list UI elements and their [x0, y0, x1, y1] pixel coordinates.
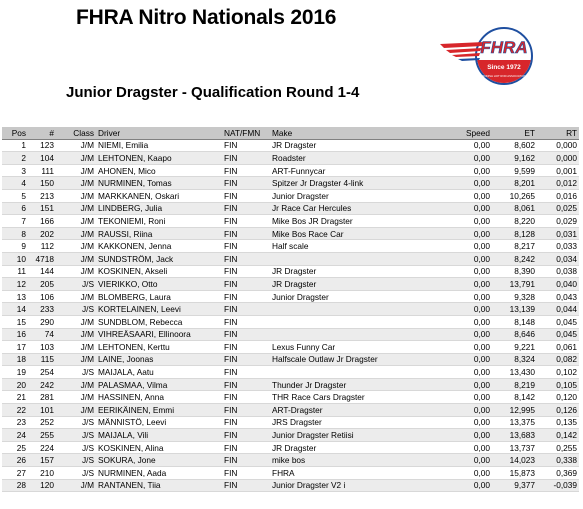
cell-number: 254: [28, 366, 56, 379]
cell-speed: 0,00: [456, 366, 492, 379]
cell-et: 15,873: [492, 467, 537, 480]
cell-rt: 0,040: [537, 278, 579, 291]
cell-driver: AHONEN, Mico: [96, 164, 222, 177]
cell-driver: RAUSSI, Riina: [96, 227, 222, 240]
cell-rt: -0,039: [537, 479, 579, 492]
col-speed: Speed: [456, 127, 492, 139]
col-class: Class: [56, 127, 96, 139]
table-row: [2, 252, 579, 265]
table-row: [2, 454, 579, 467]
cell-pos: 12: [2, 278, 28, 291]
cell-make: JR Dragster: [270, 441, 456, 454]
cell-make: ART-Funnycar: [270, 164, 456, 177]
table-row: [2, 152, 579, 165]
table-row: [2, 378, 579, 391]
cell-speed: 0,00: [456, 378, 492, 391]
cell-pos: 13: [2, 290, 28, 303]
cell-class: J/M: [56, 378, 96, 391]
cell-class: J/M: [56, 189, 96, 202]
cell-et: 8,142: [492, 391, 537, 404]
cell-class: J/M: [56, 479, 96, 492]
table-row: [2, 467, 579, 480]
cell-driver: KAKKONEN, Jenna: [96, 240, 222, 253]
table-row: [2, 315, 579, 328]
cell-number: 242: [28, 378, 56, 391]
cell-et: 8,061: [492, 202, 537, 215]
cell-number: 290: [28, 315, 56, 328]
col-nat: NAT/FMN: [222, 127, 270, 139]
cell-pos: 17: [2, 341, 28, 354]
cell-speed: 0,00: [456, 177, 492, 190]
cell-speed: 0,00: [456, 467, 492, 480]
cell-speed: 0,00: [456, 416, 492, 429]
cell-class: J/S: [56, 303, 96, 316]
cell-nat: FIN: [222, 341, 270, 354]
cell-speed: 0,00: [456, 227, 492, 240]
cell-nat: FIN: [222, 278, 270, 291]
cell-nat: FIN: [222, 189, 270, 202]
cell-speed: 0,00: [456, 252, 492, 265]
cell-nat: FIN: [222, 353, 270, 366]
cell-pos: 8: [2, 227, 28, 240]
cell-nat: FIN: [222, 429, 270, 442]
cell-driver: SOKURA, Jone: [96, 454, 222, 467]
cell-number: 120: [28, 479, 56, 492]
cell-number: 281: [28, 391, 56, 404]
cell-pos: 26: [2, 454, 28, 467]
cell-class: J/M: [56, 139, 96, 152]
cell-rt: 0,045: [537, 328, 579, 341]
cell-driver: NURMINEN, Aada: [96, 467, 222, 480]
col-number: #: [28, 127, 56, 139]
cell-driver: LEHTONEN, Kerttu: [96, 341, 222, 354]
cell-number: 157: [28, 454, 56, 467]
cell-driver: SUNDSTRÖM, Jack: [96, 252, 222, 265]
cell-nat: FIN: [222, 404, 270, 417]
header-row: [2, 127, 579, 139]
cell-class: J/S: [56, 441, 96, 454]
cell-speed: 0,00: [456, 278, 492, 291]
table-row: [2, 441, 579, 454]
cell-class: J/M: [56, 315, 96, 328]
cell-number: 4718: [28, 252, 56, 265]
cell-rt: 0,031: [537, 227, 579, 240]
cell-speed: 0,00: [456, 265, 492, 278]
cell-pos: 9: [2, 240, 28, 253]
cell-driver: PALASMAA, Vilma: [96, 378, 222, 391]
cell-driver: TEKONIEMI, Roni: [96, 215, 222, 228]
cell-speed: 0,00: [456, 479, 492, 492]
cell-rt: 0,012: [537, 177, 579, 190]
cell-nat: FIN: [222, 328, 270, 341]
cell-pos: 2: [2, 152, 28, 165]
cell-number: 151: [28, 202, 56, 215]
results-table: [2, 127, 579, 492]
cell-number: 106: [28, 290, 56, 303]
col-et: ET: [492, 127, 537, 139]
table-row: [2, 189, 579, 202]
cell-nat: FIN: [222, 227, 270, 240]
cell-rt: 0,120: [537, 391, 579, 404]
cell-class: J/M: [56, 353, 96, 366]
cell-make: FHRA: [270, 467, 456, 480]
fhra-logo: [438, 20, 548, 86]
cell-rt: 0,029: [537, 215, 579, 228]
cell-speed: 0,00: [456, 429, 492, 442]
cell-rt: 0,105: [537, 378, 579, 391]
cell-class: J/S: [56, 467, 96, 480]
cell-pos: 20: [2, 378, 28, 391]
table-row: [2, 240, 579, 253]
cell-nat: FIN: [222, 265, 270, 278]
table-row: [2, 391, 579, 404]
col-make: Make: [270, 127, 456, 139]
logo-since: Since 1972: [487, 64, 521, 71]
cell-speed: 0,00: [456, 328, 492, 341]
table-row: [2, 328, 579, 341]
cell-et: 9,328: [492, 290, 537, 303]
cell-pos: 15: [2, 315, 28, 328]
cell-et: 8,602: [492, 139, 537, 152]
page-title: FHRA Nitro Nationals 2016: [76, 6, 337, 29]
cell-driver: RANTANEN, Tiia: [96, 479, 222, 492]
cell-make: Half scale: [270, 240, 456, 253]
cell-nat: FIN: [222, 240, 270, 253]
cell-nat: FIN: [222, 479, 270, 492]
results-body: [2, 139, 579, 492]
cell-number: 224: [28, 441, 56, 454]
cell-rt: 0,034: [537, 252, 579, 265]
cell-number: 213: [28, 189, 56, 202]
cell-nat: FIN: [222, 441, 270, 454]
cell-nat: FIN: [222, 290, 270, 303]
cell-number: 74: [28, 328, 56, 341]
cell-make: Mike Bos Race Car: [270, 227, 456, 240]
table-row: [2, 227, 579, 240]
cell-et: 13,737: [492, 441, 537, 454]
cell-class: J/M: [56, 252, 96, 265]
cell-make: JR Dragster: [270, 139, 456, 152]
cell-speed: 0,00: [456, 290, 492, 303]
cell-make: Halfscale Outlaw Jr Dragster: [270, 353, 456, 366]
cell-nat: FIN: [222, 139, 270, 152]
cell-rt: 0,016: [537, 189, 579, 202]
cell-rt: 0,000: [537, 152, 579, 165]
cell-et: 9,599: [492, 164, 537, 177]
cell-speed: 0,00: [456, 202, 492, 215]
cell-speed: 0,00: [456, 441, 492, 454]
cell-make: Thunder Jr Dragster: [270, 378, 456, 391]
cell-make: [270, 303, 456, 316]
cell-rt: 0,061: [537, 341, 579, 354]
table-row: [2, 416, 579, 429]
cell-driver: MAIJALA, Aatu: [96, 366, 222, 379]
cell-pos: 3: [2, 164, 28, 177]
cell-class: J/M: [56, 341, 96, 354]
cell-driver: LINDBERG, Julia: [96, 202, 222, 215]
cell-number: 104: [28, 152, 56, 165]
cell-speed: 0,00: [456, 315, 492, 328]
cell-driver: NIEMI, Emilia: [96, 139, 222, 152]
cell-class: J/S: [56, 454, 96, 467]
cell-make: Jr Race Car Hercules: [270, 202, 456, 215]
cell-number: 144: [28, 265, 56, 278]
col-pos: Pos: [2, 127, 28, 139]
cell-class: J/M: [56, 404, 96, 417]
cell-pos: 28: [2, 479, 28, 492]
cell-rt: 0,369: [537, 467, 579, 480]
cell-nat: FIN: [222, 215, 270, 228]
cell-et: 10,265: [492, 189, 537, 202]
cell-nat: FIN: [222, 454, 270, 467]
cell-nat: FIN: [222, 391, 270, 404]
cell-number: 202: [28, 227, 56, 240]
cell-pos: 4: [2, 177, 28, 190]
cell-class: J/M: [56, 391, 96, 404]
page-subtitle: Junior Dragster - Qualification Round 1-4: [66, 84, 360, 101]
col-rt: RT: [537, 127, 579, 139]
table-row: [2, 139, 579, 152]
cell-number: 101: [28, 404, 56, 417]
cell-driver: LEHTONEN, Kaapo: [96, 152, 222, 165]
cell-nat: FIN: [222, 467, 270, 480]
cell-rt: 0,001: [537, 164, 579, 177]
cell-nat: FIN: [222, 177, 270, 190]
cell-make: [270, 315, 456, 328]
cell-make: JRS Dragster: [270, 416, 456, 429]
cell-make: [270, 366, 456, 379]
cell-class: J/M: [56, 240, 96, 253]
cell-driver: MAIJALA, Vili: [96, 429, 222, 442]
cell-number: 123: [28, 139, 56, 152]
cell-nat: FIN: [222, 202, 270, 215]
cell-number: 112: [28, 240, 56, 253]
cell-nat: FIN: [222, 416, 270, 429]
cell-make: [270, 252, 456, 265]
cell-et: 9,221: [492, 341, 537, 354]
cell-speed: 0,00: [456, 215, 492, 228]
cell-pos: 22: [2, 404, 28, 417]
cell-et: 9,377: [492, 479, 537, 492]
cell-make: ART-Dragster: [270, 404, 456, 417]
table-row: [2, 177, 579, 190]
cell-et: 8,220: [492, 215, 537, 228]
cell-rt: 0,025: [537, 202, 579, 215]
cell-et: 8,217: [492, 240, 537, 253]
cell-pos: 10: [2, 252, 28, 265]
cell-speed: 0,00: [456, 240, 492, 253]
cell-rt: 0,338: [537, 454, 579, 467]
cell-class: J/M: [56, 227, 96, 240]
cell-class: J/S: [56, 429, 96, 442]
cell-et: 9,162: [492, 152, 537, 165]
cell-class: J/M: [56, 290, 96, 303]
cell-driver: VIHREÄSAARI, Ellinoora: [96, 328, 222, 341]
cell-driver: VIERIKKO, Otto: [96, 278, 222, 291]
cell-make: Junior Dragster: [270, 189, 456, 202]
cell-number: 103: [28, 341, 56, 354]
cell-make: Spitzer Jr Dragster 4-link: [270, 177, 456, 190]
cell-driver: BLOMBERG, Laura: [96, 290, 222, 303]
cell-speed: 0,00: [456, 139, 492, 152]
table-row: [2, 366, 579, 379]
table-row: [2, 479, 579, 492]
cell-pos: 1: [2, 139, 28, 152]
table-row: [2, 164, 579, 177]
cell-speed: 0,00: [456, 353, 492, 366]
cell-number: 210: [28, 467, 56, 480]
cell-class: J/M: [56, 265, 96, 278]
cell-et: 8,219: [492, 378, 537, 391]
cell-speed: 0,00: [456, 454, 492, 467]
table-row: [2, 303, 579, 316]
cell-number: 233: [28, 303, 56, 316]
cell-rt: 0,102: [537, 366, 579, 379]
cell-number: 252: [28, 416, 56, 429]
cell-speed: 0,00: [456, 404, 492, 417]
cell-rt: 0,045: [537, 315, 579, 328]
cell-speed: 0,00: [456, 303, 492, 316]
cell-driver: MARKKANEN, Oskari: [96, 189, 222, 202]
cell-rt: 0,135: [537, 416, 579, 429]
cell-et: 8,390: [492, 265, 537, 278]
cell-number: 150: [28, 177, 56, 190]
cell-class: J/S: [56, 366, 96, 379]
cell-pos: 7: [2, 215, 28, 228]
table-row: [2, 404, 579, 417]
cell-nat: FIN: [222, 303, 270, 316]
cell-driver: KOSKINEN, Akseli: [96, 265, 222, 278]
cell-pos: 25: [2, 441, 28, 454]
cell-driver: SUNDBLOM, Rebecca: [96, 315, 222, 328]
cell-rt: 0,142: [537, 429, 579, 442]
cell-nat: FIN: [222, 152, 270, 165]
cell-pos: 16: [2, 328, 28, 341]
cell-rt: 0,044: [537, 303, 579, 316]
cell-make: mike bos: [270, 454, 456, 467]
cell-rt: 0,033: [537, 240, 579, 253]
cell-et: 13,139: [492, 303, 537, 316]
cell-driver: LAINE, Joonas: [96, 353, 222, 366]
cell-make: Roadster: [270, 152, 456, 165]
cell-number: 115: [28, 353, 56, 366]
cell-rt: 0,043: [537, 290, 579, 303]
cell-rt: 0,000: [537, 139, 579, 152]
cell-make: THR Race Cars Dragster: [270, 391, 456, 404]
cell-class: J/M: [56, 215, 96, 228]
cell-et: 8,201: [492, 177, 537, 190]
cell-nat: FIN: [222, 315, 270, 328]
cell-class: J/S: [56, 278, 96, 291]
cell-rt: 0,126: [537, 404, 579, 417]
cell-et: 8,646: [492, 328, 537, 341]
cell-pos: 11: [2, 265, 28, 278]
cell-driver: HASSINEN, Anna: [96, 391, 222, 404]
cell-class: J/M: [56, 202, 96, 215]
cell-driver: KOSKINEN, Alina: [96, 441, 222, 454]
cell-pos: 27: [2, 467, 28, 480]
table-row: [2, 353, 579, 366]
cell-driver: KORTELAINEN, Leevi: [96, 303, 222, 316]
cell-make: Junior Dragster: [270, 290, 456, 303]
cell-make: JR Dragster: [270, 265, 456, 278]
table-row: [2, 265, 579, 278]
cell-class: J/M: [56, 152, 96, 165]
cell-make: Junior Dragster V2 i: [270, 479, 456, 492]
cell-number: 111: [28, 164, 56, 177]
cell-et: 12,995: [492, 404, 537, 417]
cell-pos: 14: [2, 303, 28, 316]
cell-make: [270, 328, 456, 341]
cell-number: 255: [28, 429, 56, 442]
cell-pos: 19: [2, 366, 28, 379]
cell-pos: 5: [2, 189, 28, 202]
cell-et: 8,148: [492, 315, 537, 328]
cell-make: Mike Bos JR Dragster: [270, 215, 456, 228]
cell-et: 13,683: [492, 429, 537, 442]
table-row: [2, 341, 579, 354]
table-row: [2, 215, 579, 228]
cell-pos: 21: [2, 391, 28, 404]
cell-class: J/S: [56, 416, 96, 429]
logo-text: FHRA: [480, 38, 528, 57]
cell-make: Lexus Funny Car: [270, 341, 456, 354]
cell-class: J/M: [56, 164, 96, 177]
logo-org: FINNISH HOT ROD ASSOCIATION: [481, 74, 527, 78]
cell-rt: 0,038: [537, 265, 579, 278]
cell-et: 14,023: [492, 454, 537, 467]
cell-speed: 0,00: [456, 391, 492, 404]
cell-rt: 0,082: [537, 353, 579, 366]
cell-pos: 6: [2, 202, 28, 215]
cell-nat: FIN: [222, 378, 270, 391]
cell-et: 13,375: [492, 416, 537, 429]
cell-pos: 24: [2, 429, 28, 442]
cell-driver: EERIKÄINEN, Emmi: [96, 404, 222, 417]
cell-class: J/M: [56, 328, 96, 341]
table-row: [2, 278, 579, 291]
cell-et: 8,324: [492, 353, 537, 366]
cell-driver: NURMINEN, Tomas: [96, 177, 222, 190]
cell-speed: 0,00: [456, 152, 492, 165]
table-row: [2, 429, 579, 442]
cell-class: J/M: [56, 177, 96, 190]
cell-number: 205: [28, 278, 56, 291]
cell-pos: 23: [2, 416, 28, 429]
cell-pos: 18: [2, 353, 28, 366]
table-row: [2, 290, 579, 303]
cell-number: 166: [28, 215, 56, 228]
cell-et: 13,791: [492, 278, 537, 291]
cell-et: 8,242: [492, 252, 537, 265]
cell-make: JR Dragster: [270, 278, 456, 291]
cell-make: Junior Dragster Retiisi: [270, 429, 456, 442]
cell-nat: FIN: [222, 252, 270, 265]
col-driver: Driver: [96, 127, 222, 139]
cell-driver: MÄNNISTÖ, Leevi: [96, 416, 222, 429]
cell-nat: FIN: [222, 164, 270, 177]
cell-nat: FIN: [222, 366, 270, 379]
cell-speed: 0,00: [456, 341, 492, 354]
cell-rt: 0,255: [537, 441, 579, 454]
cell-speed: 0,00: [456, 189, 492, 202]
cell-et: 8,128: [492, 227, 537, 240]
table-row: [2, 202, 579, 215]
cell-speed: 0,00: [456, 164, 492, 177]
cell-et: 13,430: [492, 366, 537, 379]
